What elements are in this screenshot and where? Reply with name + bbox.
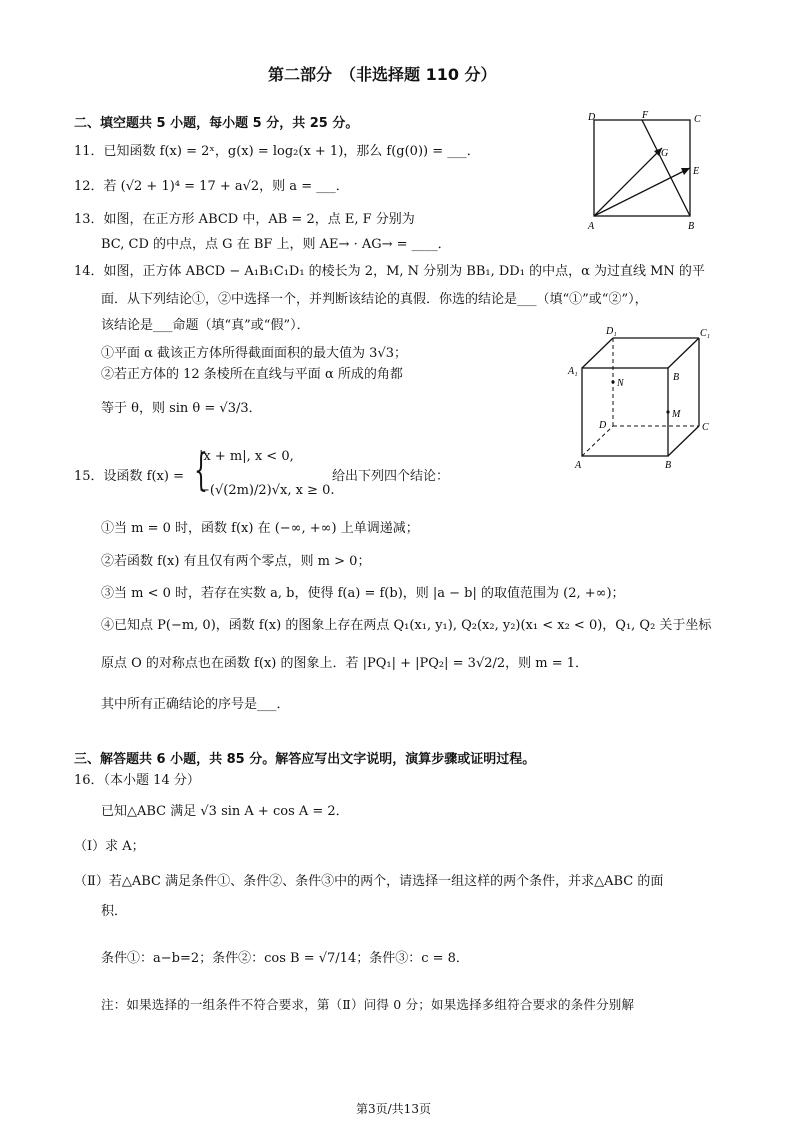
question-13-line1: 13．如图，在正方形 ABCD 中，AB = 2，点 E, F 分别为 [74,212,415,227]
question-16-part2-line1: （Ⅱ）若△ABC 满足条件①、条件②、条件③中的两个，请选择一组这样的两个条件，并求△ABC 的面 [74,874,664,889]
label-d: D [599,420,607,431]
question-15-case2: −(√(2m)/2)√x, x ≥ 0. [199,483,335,498]
label-b1: B [673,372,680,383]
point-m [666,410,669,413]
question-15-ask: 其中所有正确结论的序号是___． [101,697,290,712]
question-15-conclusion1: ①当 m = 0 时，函数 f(x) 在 (−∞, +∞) 上单调递减； [101,521,419,536]
label-c: C [694,114,701,125]
question-14-option2-line1: ②若正方体的 12 条棱所在直线与平面 α 所成的角都 [101,367,403,382]
section3-header: 三、解答题共 6 小题，共 85 分。解答应写出文字说明，演算步骤或证明过程。 [74,752,536,767]
page-title: 第二部分 （非选择题 110 分） [268,65,497,84]
question-16-note: 注：如果选择的一组条件不符合要求，第（Ⅱ）问得 0 分；如果选择多组符合要求的条件分别解 [101,997,635,1012]
question-15-conclusion2: ②若函数 f(x) 有且仅有两个零点，则 m > 0； [101,554,371,569]
label-m: M [672,409,681,420]
label-a1: A₁ [568,366,578,377]
page-footer: 第3页/共13页 [356,1102,431,1116]
question-15-suffix: 给出下列四个结论： [332,469,450,484]
brace: { [194,445,208,496]
label-d1: D₁ [606,326,617,337]
vector-ae [594,168,690,216]
label-c1: C₁ [700,328,711,339]
question-16-part1: （Ⅰ）求 A； [74,839,145,854]
label-b: B [665,460,672,471]
question-16-part2-line2: 积． [101,904,128,919]
vector-ag [594,148,662,216]
question-14-option2-line2: 等于 θ，则 sin θ = √3/3． [101,401,262,416]
cube-front-face [582,368,668,456]
label-d: D [588,112,596,123]
square-figure [580,108,710,234]
question-15-conclusion4-line1: ④已知点 P(−m, 0)，函数 f(x) 的图象上存在两点 Q₁(x₁, y₁), Q₂(x₂, y₂)(x₁ < x₂ < 0)，Q₁, Q₂ 关于坐标 [101,618,712,633]
question-16-head: 16．（本小题 14 分） [74,773,200,788]
question-14-line3: 该结论是___命题（填“真”或“假”）． [101,318,310,333]
label-f: F [642,110,649,121]
label-e: E [693,166,700,177]
question-15-conclusion4-line2: 原点 O 的对称点也在函数 f(x) 的图象上．若 |PQ₁| + |PQ₂| = 3√2/2，则 m = 1． [101,656,589,671]
label-g: G [661,148,669,159]
label-n: N [617,378,624,389]
question-16-conditions: 条件①：a−b=2；条件②：cos B = √7/14；条件③：c = 8． [101,951,469,966]
label-a: A [588,221,595,232]
label-c: C [702,422,709,433]
question-14-line1: 14．如图，正方体 ABCD − A₁B₁C₁D₁ 的棱长为 2，M, N 分别为 BB₁, DD₁ 的中点，α 为过直线 MN 的平 [74,264,705,279]
section2-header: 二、填空题共 5 小题，每小题 5 分，共 25 分。 [74,116,359,131]
question-15-case1: |x + m|, x < 0, [199,449,294,464]
cube-figure [566,322,716,472]
question-15-prefix: 15．设函数 f(x) = [74,469,184,484]
question-14-line2: 面．从下列结论①，②中选择一个，并判断该结论的真假．你选的结论是___（填“①”或“②”）， [101,292,648,307]
question-15-conclusion3: ③当 m < 0 时，若存在实数 a, b，使得 f(a) = f(b)，则 |a − b| 的取值范围为 (2, +∞)； [101,586,625,601]
label-b: B [688,221,695,232]
question-12: 12．若 (√2 + 1)⁴ = 17 + a√2，则 a = ___． [74,179,349,194]
question-13-line2: BC, CD 的中点，点 G 在 BF 上，则 AE→ · AG→ = ____． [101,237,451,252]
question-11: 11．已知函数 f(x) = 2ˣ，g(x) = log₂(x + 1)，那么 f(g(0)) = ___． [74,144,480,159]
question-16-given: 已知△ABC 满足 √3 sin A + cos A = 2． [101,804,349,819]
label-a: A [575,460,582,471]
question-14-option1: ①平面 α 截该正方体所得截面面积的最大值为 3√3； [101,346,408,361]
point-n [611,380,614,383]
